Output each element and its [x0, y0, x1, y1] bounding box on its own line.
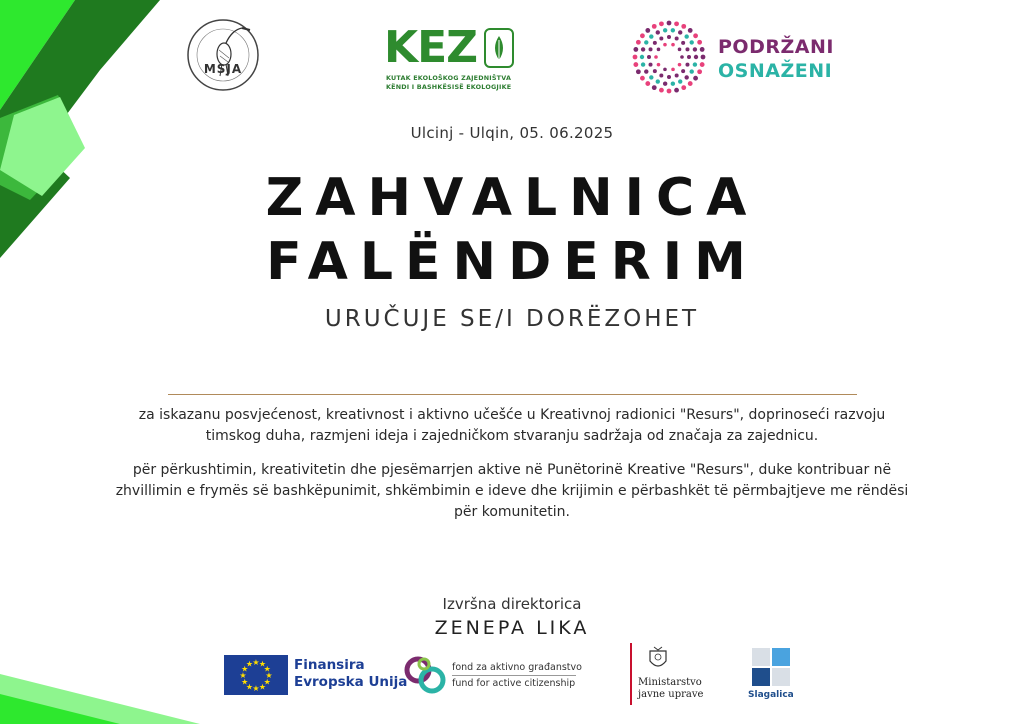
- paragraph-albanian: për përkushtimin, kreativitetin dhe pjesëmarrjen aktive në Punëtorinë Kreative "Resurs", duke kontribuar në zhvillimin e frymës së bashkëpunimit, shkëmbimin e ideve dhe krijimin e përbashkët të përmbajtjeve me rëndësi për komunitetin.: [115, 462, 909, 520]
- divider-line: [168, 394, 857, 395]
- kez-logo: [384, 22, 518, 96]
- eu-line-1: Finansira: [294, 657, 365, 673]
- eu-funding-text: [294, 657, 407, 691]
- leaf-icon: [484, 28, 514, 68]
- coat-of-arms-icon: [646, 645, 670, 673]
- svg-text:★: ★: [258, 682, 267, 692]
- osnazeni-word: OSNAŽENI: [718, 60, 833, 82]
- dotted-circle-icon: [630, 18, 708, 96]
- ministry-line-2: javne uprave: [638, 689, 704, 700]
- svg-text:★: ★: [241, 677, 249, 687]
- fac-swirl-icon: [402, 652, 448, 698]
- subtitle: URUČUJE SE/I DORËZOHET: [324, 306, 700, 332]
- svg-text:★: ★: [258, 659, 267, 669]
- svg-text:★: ★: [263, 664, 271, 674]
- ministry-red-bar: [630, 643, 632, 705]
- eu-flag-icon: [224, 655, 288, 695]
- svg-text:★: ★: [265, 671, 273, 680]
- spoonbill-icon: [186, 18, 260, 92]
- title-line-2: FALËNDERIM: [266, 232, 758, 292]
- kez-letters: KEZ: [384, 22, 478, 73]
- title-line-1: ZAHVALNICA: [265, 168, 759, 228]
- svg-text:★: ★: [239, 671, 247, 680]
- msja-abbr: MSJA: [203, 62, 243, 76]
- ministry-logo: [630, 643, 710, 709]
- svg-text:★: ★: [241, 664, 249, 674]
- svg-text:★: ★: [263, 677, 271, 687]
- signature-name: ZENEPA LIKA: [434, 617, 590, 639]
- eu-line-2: Evropska Unija: [294, 674, 408, 690]
- svg-text:★: ★: [252, 658, 260, 667]
- fund-active-citizenship-logo: [402, 652, 582, 698]
- ministry-name: [638, 677, 703, 701]
- svg-text:★: ★: [245, 659, 254, 669]
- kez-subtitle-1: KUTAK EKOLOŠKOG ZAJEDNIŠTVA: [386, 74, 512, 82]
- ministry-line-1: Ministarstvo: [638, 677, 702, 688]
- slagalica-name: Slagalica: [748, 690, 794, 700]
- podrzani-osnazeni-logo: [630, 18, 860, 96]
- svg-text:★: ★: [252, 684, 260, 693]
- msja-logo: [186, 18, 260, 92]
- bottom-left-green-decoration: [0, 664, 200, 724]
- podrzani-word: PODRŽANI: [718, 36, 834, 58]
- place-date: Ulcinj - Ulqin, 05. 06.2025: [410, 124, 614, 142]
- slagalica-logo: [748, 646, 798, 704]
- fac-line-1: fond za aktivno građanstvo: [452, 662, 582, 673]
- fac-line-2: fund for active citizenship: [452, 678, 576, 689]
- fac-underline: [452, 675, 576, 676]
- svg-text:★: ★: [245, 682, 254, 692]
- kez-subtitle-2: KËNDI I BASHKËSISË EKOLOGJIKE: [386, 83, 512, 91]
- puzzle-squares-icon: [750, 646, 794, 688]
- signature-role: Izvršna direktorica: [442, 595, 582, 613]
- paragraph-montenegrin: za iskazanu posvjećenost, kreativnost i aktivno učešće u Kreativnoj radionici "Resurs", doprinoseći razvoju timskog duha, razmjeni ideja i zajedničkom stvaranju sadržaja od značaja za zajednicu.: [138, 407, 886, 444]
